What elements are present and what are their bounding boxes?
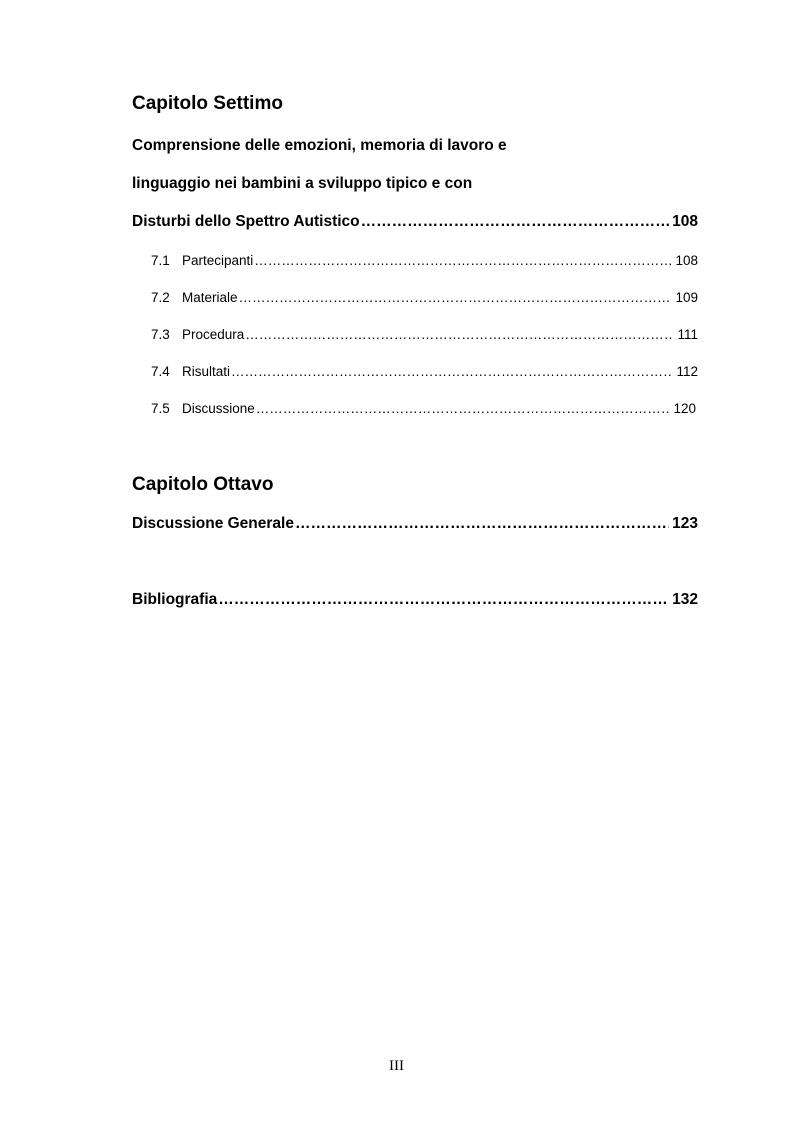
chapter-7-heading: Capitolo Settimo bbox=[132, 93, 283, 114]
chapter-7-title-line-1: Comprensione delle emozioni, memoria di lavoro e bbox=[132, 137, 507, 154]
dot-leader bbox=[245, 327, 674, 342]
toc-section-7-5[interactable] bbox=[151, 401, 696, 416]
section-number: 7.3 bbox=[151, 327, 170, 342]
toc-entry-page: 132 bbox=[672, 591, 698, 608]
section-number: 7.4 bbox=[151, 364, 170, 379]
chapter-8-heading: Capitolo Ottavo bbox=[132, 474, 274, 495]
dot-leader bbox=[239, 290, 673, 305]
section-page: 120 bbox=[673, 401, 696, 416]
toc-section-7-3[interactable] bbox=[151, 327, 698, 342]
toc-section-7-2[interactable] bbox=[151, 290, 698, 305]
dot-leader bbox=[254, 253, 672, 268]
section-label: Procedura bbox=[182, 327, 245, 342]
section-page: 112 bbox=[676, 364, 698, 379]
dot-leader bbox=[231, 364, 673, 379]
dot-leader bbox=[256, 401, 671, 416]
dot-leader bbox=[361, 213, 669, 231]
section-number: 7.5 bbox=[151, 401, 170, 416]
section-number: 7.1 bbox=[151, 253, 170, 268]
section-label: Discussione bbox=[182, 401, 255, 416]
toc-entry-page: 108 bbox=[672, 213, 698, 230]
section-page: 109 bbox=[675, 290, 698, 305]
section-page: 111 bbox=[677, 327, 698, 342]
section-label: Materiale bbox=[182, 290, 238, 305]
toc-entry-page: 123 bbox=[672, 515, 698, 532]
chapter-7-title-line-2: linguaggio nei bambini a sviluppo tipico e con bbox=[132, 175, 473, 192]
toc-entry-label: Discussione Generale bbox=[132, 515, 294, 532]
toc-entry-chapter-8[interactable] bbox=[132, 515, 698, 533]
dot-leader bbox=[218, 591, 669, 609]
toc-entry-bibliography[interactable] bbox=[132, 591, 698, 609]
section-label: Partecipanti bbox=[182, 253, 254, 268]
toc-entry-label: Disturbi dello Spettro Autistico bbox=[132, 213, 360, 230]
toc-entry-chapter-7[interactable] bbox=[132, 213, 698, 231]
section-page: 108 bbox=[675, 253, 698, 268]
toc-section-7-1[interactable] bbox=[151, 253, 698, 268]
toc-section-7-4[interactable] bbox=[151, 364, 698, 379]
section-number: 7.2 bbox=[151, 290, 170, 305]
section-label: Risultati bbox=[182, 364, 231, 379]
dot-leader bbox=[295, 515, 669, 533]
toc-entry-label: Bibliografia bbox=[132, 591, 218, 608]
page-number: III bbox=[389, 1058, 404, 1074]
